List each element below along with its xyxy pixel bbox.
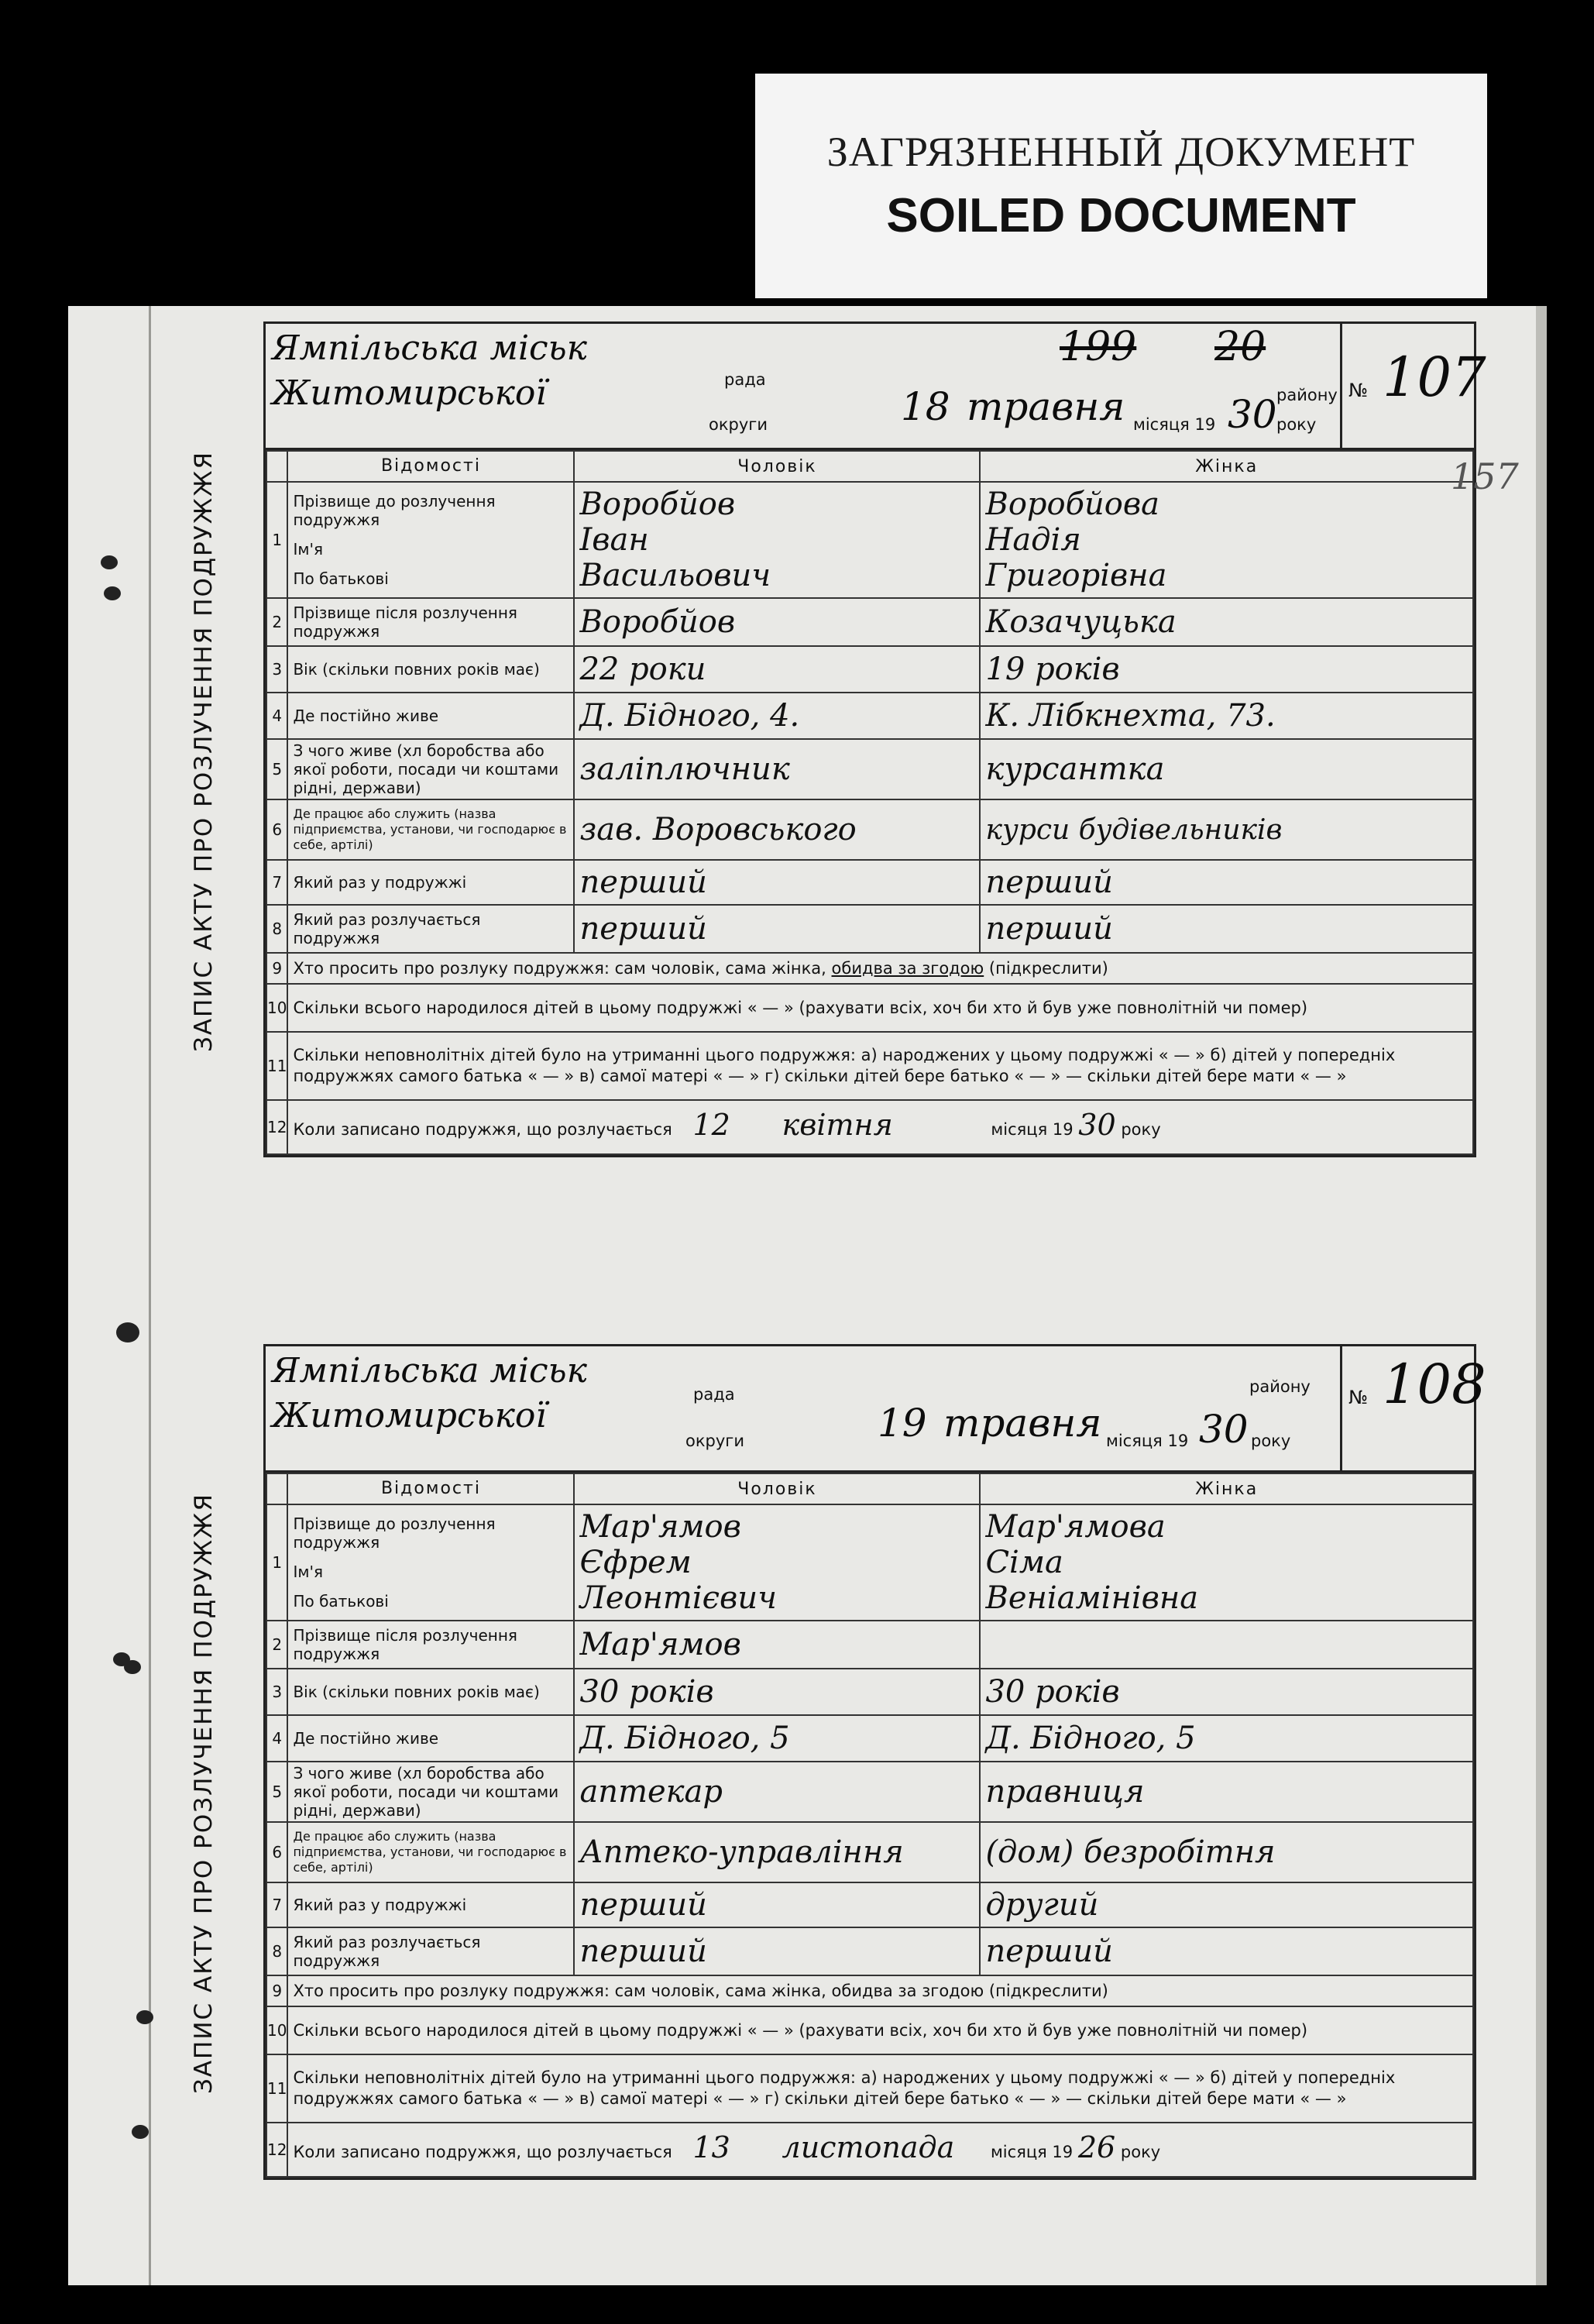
option-both-agreed: обидва за згодою <box>831 958 984 978</box>
binding-hole <box>104 586 121 600</box>
label-month-year: місяця 19 <box>1133 415 1216 434</box>
stamp-text-english: SOILED DOCUMENT <box>886 189 1356 242</box>
wife-divorce-count: перший <box>985 911 1113 947</box>
label-workplace: Де працює або служить (назва підприємства, установи, чи господарює в себе, артілі) <box>287 799 574 860</box>
margin-note: 157 <box>1451 456 1519 497</box>
husband-divorce-count: перший <box>579 1934 707 1969</box>
husband-income: заліплючник <box>579 751 790 787</box>
label-raionu: району <box>1249 1377 1311 1396</box>
label-address: Де постійно живе <box>287 1715 574 1762</box>
label-okruhy: округи <box>709 415 768 434</box>
label-who-requests: Хто просить про розлуку подружжя: сам чоловік, сама жінка, <box>293 958 832 978</box>
record-table: Відомості Чоловік Жінка 1 Прізвище до розлучення подружжя Ім'я По батькові Мар'ямов Єфрем Леонтієвич Мар'ямова Сіма Веніамінівна 2 Прізвище після розлучення подружжя Мар'ямов 3 Вік (скільки повних років має) 30 років 30 років 4 Де постійно живе Д. Бідного, 5 Д. Бідного, 5 5 З чого живе (хл боробства або якої роботи, посади чи коштами рідні, держави) аптекар правниця 6 Де працює або служить (назва підприємства, установи, чи господарює в себе, артілі) Аптеко-управління (дом) безробітня 7 Який раз у подружжі перший другий 8 Який раз розлучається подружжя перший перший 9 Хто просить про розлуку подружжя: сам чоловік, сама жінка, обидва за згодою (підкреслити) 10 Скільки всього народилося дітей в цьому подружжі « — » (рахувати всіх, хоч би хто й був уже повнолітній чи помер) 11 Скільки неповнолітніх дітей було на утриманні цього подружжя: а) народжених у цьому подружжі « — » б) дітей у попередніх подружжях самого батька « — » в) самої матері « — » г) скільки дітей бере батько « — » — скільки дітей бере мати « — » 12 Коли записано подружжя, що розлучається 13 листопада місяця 19 26 року <box>266 1473 1474 2178</box>
husband-surname: Мар'ямов <box>579 1509 741 1545</box>
binding-hole <box>116 1322 139 1342</box>
soiled-document-stamp <box>755 74 1487 298</box>
label-age: Вік (скільки повних років має) <box>287 646 574 693</box>
label-underline-hint: (підкреслити) <box>984 1981 1108 2000</box>
record-day: 19 <box>878 1401 927 1446</box>
wife-work: курси будівельників <box>985 813 1283 846</box>
record-month: травня <box>943 1401 1102 1446</box>
wife-address: К. Лібкнехта, 73. <box>985 698 1276 734</box>
label-roku: року <box>1251 1432 1291 1450</box>
wife-work: (дом) безробітня <box>985 1834 1276 1870</box>
label-minor-children: Скільки неповнолітніх дітей було на утриманні цього подружжя: а) народжених у цьому подружжі « — » б) дітей у попередніх подружжях самого батька « — » в) самої матері « — » г) скільки дітей бере батько « — » — скільки дітей бере мати « — » <box>287 2054 1473 2123</box>
registered-year: 30 <box>1078 1107 1116 1142</box>
council-name-handwritten: Ямпільська міськ <box>272 328 587 368</box>
label-divorce-count: Який раз розлучається подружжя <box>287 905 574 953</box>
col-wife: Жінка <box>980 451 1473 482</box>
label-marriage-count: Який раз у подружжі <box>287 1882 574 1927</box>
label-surname-before: Прізвище до розлучення подружжя <box>293 492 496 529</box>
husband-address: Д. Бідного, 5 <box>579 1721 790 1756</box>
registered-month: квітня <box>782 1107 893 1142</box>
husband-name: Єфрем <box>579 1545 692 1580</box>
label-income: З чого живе (хл боробства або якої роботи, посади чи коштами рідні, держави) <box>287 1762 574 1822</box>
wife-surname: Воробйова <box>985 486 1160 522</box>
binding-hole <box>101 555 118 569</box>
label-surname-after: Прізвище після розлучення подружжя <box>287 598 574 646</box>
husband-address: Д. Бідного, 4. <box>579 698 800 734</box>
label-underline-hint: (підкреслити) <box>984 958 1108 978</box>
crossed-number: 20 <box>1214 324 1266 370</box>
label-roku: року <box>1276 415 1317 434</box>
label-income: З чого живе (хл боробства або якої роботи, посади чи коштами рідні, держави) <box>287 739 574 799</box>
record-month: травня <box>967 384 1125 429</box>
wife-patronymic: Веніамінівна <box>985 1580 1199 1616</box>
label-name: Ім'я <box>293 540 323 559</box>
registered-month: листопада <box>782 2130 955 2164</box>
record-day: 18 <box>901 384 950 429</box>
husband-patronymic: Леонтієвич <box>579 1580 777 1616</box>
label-raionu: району <box>1276 386 1338 404</box>
label-children-total: Скільки всього народилося дітей в цьому подружжі « — » (рахувати всіх, хоч би хто й був уже повнолітній чи помер) <box>287 984 1473 1032</box>
wife-income: правниця <box>985 1774 1145 1810</box>
label-age: Вік (скільки повних років має) <box>287 1669 574 1715</box>
wife-surname: Мар'ямова <box>985 1509 1166 1545</box>
husband-surname: Воробйов <box>579 486 736 522</box>
label-who-requests: Хто просить про розлуку подружжя: сам чоловік, сама жінка, <box>293 1981 832 2000</box>
wife-marriage-count: перший <box>985 865 1113 900</box>
binding-hole <box>136 2010 153 2024</box>
record-number-box <box>1340 1346 1486 1470</box>
record-year: 30 <box>1228 392 1277 437</box>
col-husband: Чоловік <box>574 451 980 482</box>
record-number: 108 <box>1383 1353 1486 1416</box>
label-minor-children: Скільки неповнолітніх дітей було на утриманні цього подружжя: а) народжених у цьому подружжі « — » б) дітей у попередніх подружжях самого батька « — » в) самої матері « — » г) скільки дітей бере батько « — » — скільки дітей бере мати « — » <box>287 1032 1473 1100</box>
label-surname-after: Прізвище після розлучення подружжя <box>287 1621 574 1669</box>
label-surname-before: Прізвище до розлучення подружжя <box>293 1514 496 1552</box>
stamp-text-russian: ЗАГРЯЗНЕННЫЙ ДОКУМЕНТ <box>826 129 1416 175</box>
label-month-year: місяця 19 <box>1106 1432 1189 1450</box>
label-okruhy: округи <box>685 1432 744 1450</box>
label-rada: рада <box>724 370 766 389</box>
husband-work: зав. Воровського <box>579 812 857 847</box>
wife-surname-after: Козачуцька <box>985 604 1177 640</box>
record-year: 30 <box>1199 1407 1249 1452</box>
record-number: 107 <box>1383 346 1486 409</box>
wife-income: курсантка <box>985 751 1165 787</box>
registered-year: 26 <box>1077 2130 1116 2164</box>
wife-marriage-count: другий <box>985 1887 1099 1923</box>
label-number: № <box>1348 380 1368 401</box>
record-number-box <box>1340 324 1486 448</box>
label-marriage-count: Який раз у подружжі <box>287 860 574 905</box>
wife-name: Надія <box>985 522 1081 558</box>
col-wife: Жінка <box>980 1473 1473 1504</box>
council-name-handwritten: Ямпільська міськ <box>272 1351 587 1391</box>
label-rada: рада <box>693 1385 735 1404</box>
husband-patronymic: Васильович <box>579 558 771 593</box>
page-fold-line <box>149 306 151 2285</box>
record-table: Відомості Чоловік Жінка 1 Прізвище до розлучення подружжя Ім'я По батькові Воробйов Іван Васильович Воробйова Надія Григорівна 2 Прізвище після розлучення подружжя Воробйов Козачуцька 3 Вік (скільки повних років має) 22 роки 19 років 4 Де постійно живе Д. Бідного, 4. К. Лібкнехта, 73. 5 З чого живе (хл боробства або якої роботи, посади чи коштами рідні, держави) заліплючник курсантка 6 Де працює або служить (назва підприємства, установи, чи господарює в себе, артілі) зав. Воровського курси будівельників 7 Який раз у подружжі перший перший 8 Який раз розлучається подружжя перший перший 9 Хто просить про розлуку подружжя: сам чоловік, сама жінка, обидва за згодою (підкреслити) 10 Скільки всього народилося дітей в цьому подружжі « — » (рахувати всіх, хоч би хто й був уже повнолітній чи помер) 11 Скільки неповнолітніх дітей було на утриманні цього подружжя: а) народжених у цьому подружжі « — » б) дітей у попередніх подружжях самого батька « — » в) самої матері « — » г) скільки дітей бере батько « — » — скільки дітей бере мати « — » 12 Коли записано подружжя, що розлучається 12 квітня місяця 19 30 року <box>266 450 1474 1155</box>
record-header <box>266 1346 1486 1473</box>
label-name: Ім'я <box>293 1563 323 1581</box>
wife-patronymic: Григорівна <box>985 558 1167 593</box>
label-children-total: Скільки всього народилося дітей в цьому подружжі « — » (рахувати всіх, хоч би хто й був уже повнолітній чи помер) <box>287 2006 1473 2054</box>
binding-hole <box>132 2125 149 2139</box>
binding-hole <box>124 1660 141 1674</box>
divorce-record-108 <box>263 1344 1486 2180</box>
husband-surname-after: Воробйов <box>579 604 736 640</box>
col-info: Відомості <box>287 1473 574 1504</box>
okruha-name-handwritten: Житомирської <box>272 1396 547 1435</box>
registered-day: 12 <box>692 1107 730 1142</box>
husband-age: 22 роки <box>579 651 706 687</box>
label-roku: року <box>1121 1119 1161 1139</box>
option-both-agreed: обидва за згодою <box>831 1981 984 2000</box>
label-patronymic: По батькові <box>293 1592 389 1611</box>
husband-income: аптекар <box>579 1774 723 1810</box>
wife-divorce-count: перший <box>985 1934 1113 1969</box>
husband-divorce-count: перший <box>579 911 707 947</box>
label-month-year: місяця 19 <box>991 1119 1074 1139</box>
okruha-name-handwritten: Житомирської <box>272 373 547 413</box>
husband-surname-after: Мар'ямов <box>579 1627 741 1662</box>
col-info: Відомості <box>287 451 574 482</box>
wife-age: 30 років <box>985 1674 1120 1710</box>
wife-name: Сіма <box>985 1545 1063 1580</box>
side-title: ЗАПИС АКТУ ПРО РОЗЛУЧЕННЯ ПОДРУЖЖЯ <box>190 1492 218 2095</box>
husband-age: 30 років <box>579 1674 714 1710</box>
wife-address: Д. Бідного, 5 <box>985 1721 1196 1756</box>
label-month-year: місяця 19 <box>990 2142 1074 2161</box>
crossed-number: 199 <box>1060 324 1137 370</box>
label-number: № <box>1348 1387 1368 1408</box>
label-registered-date: Коли записано подружжя, що розлучається <box>293 1119 672 1139</box>
husband-marriage-count: перший <box>579 865 707 900</box>
document-page <box>68 306 1547 2285</box>
label-workplace: Де працює або служить (назва підприємства, установи, чи господарює в себе, артілі) <box>287 1822 574 1882</box>
col-husband: Чоловік <box>574 1473 980 1504</box>
wife-age: 19 років <box>985 651 1120 687</box>
husband-marriage-count: перший <box>579 1887 707 1923</box>
divorce-record-107 <box>263 321 1519 1157</box>
label-patronymic: По батькові <box>293 569 389 588</box>
label-address: Де постійно живе <box>287 693 574 739</box>
registered-day: 13 <box>692 2130 730 2164</box>
label-registered-date: Коли записано подружжя, що розлучається <box>293 2142 672 2161</box>
husband-work: Аптеко-управління <box>579 1834 904 1870</box>
side-title: ЗАПИС АКТУ ПРО РОЗЛУЧЕННЯ ПОДРУЖЖЯ <box>190 450 218 1053</box>
label-divorce-count: Який раз розлучається подружжя <box>287 1927 574 1975</box>
label-roku: року <box>1120 2142 1161 2161</box>
husband-name: Іван <box>579 522 649 558</box>
